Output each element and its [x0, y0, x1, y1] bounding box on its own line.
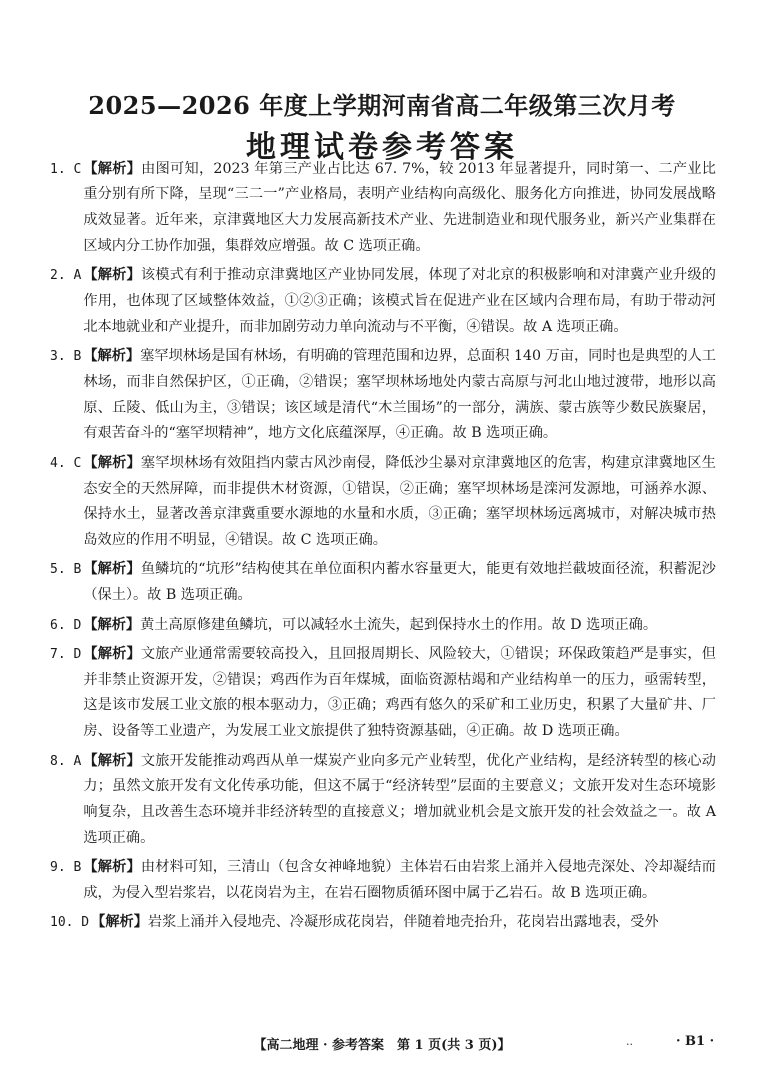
analysis-text: 岩浆上涌并入侵地壳、冷凝形成花岗岩，伴随着地壳抬升，花岗岩出露地表，受外: [147, 914, 659, 931]
analysis-text: 塞罕坝林场是国有林场，有明确的管理范围和边界，总面积 140 万亩，同时也是典型的人工林场，而非自然保护区，①正确，②错误；塞罕坝林场地处内蒙古高原与河北山地过渡带，地形以高原、丘陵、低山为主，③错误；该区域是清代“木兰围场”的一部分，满族、蒙古族等少数民族聚居，有艰苦奋斗的“塞罕坝精神”，地方文化底蕴深厚，④正确。故 B 选项正确。: [83, 348, 716, 442]
answer-item-10: [50, 910, 716, 936]
answer-number: 10. D: [50, 915, 90, 931]
analysis-tag: 【解析】: [83, 348, 141, 365]
answer-number: 1. C: [50, 161, 82, 177]
analysis-text: 塞罕坝林场有效阻挡内蒙古风沙南侵，降低沙尘暴对京津冀地区的危害，构建京津冀地区生态安全的天然屏障，而非提供木材资源，①错误，②正确；塞罕坝林场是滦河发源地，可涵养水源、保持水土，显著改善京津冀重要水源地的水量和水质，③正确；塞罕坝林场远离城市，对解决城市热岛效应的作用不明显，④错误。故 C 选项正确。: [83, 454, 716, 549]
answer-item-4: [50, 451, 716, 554]
answer-item-3: [50, 344, 716, 447]
exam-title: 2025—2026 年度上学期河南省高二年级第三次月考: [88, 91, 676, 120]
answer-number: 7. D: [50, 646, 82, 662]
answer-number: 5. B: [50, 562, 82, 578]
footer-code: · B1 ·: [676, 1034, 715, 1049]
answer-number: 2. A: [50, 268, 82, 284]
answer-number: 8. A: [50, 753, 82, 769]
analysis-text: 文旅产业通常需要较高投入，且回报周期长、风险较大，①错误；环保政策趋严是事实，但并非禁止资源开发，②错误；鸡西作为百年煤城，面临资源枯竭和产业结构单一的压力，亟需转型，这是该市发展工业文旅的根本驱动力，③正确；鸡西有悠久的采矿和工业历史，积累了大量矿井、厂房、设备等工业遗产，为发展工业文旅提供了独特资源基础，④正确。故 D 选项正确。: [83, 645, 716, 740]
answer-item-1: [50, 157, 716, 260]
footer-marks: ..: [626, 1035, 633, 1048]
answer-item-8: [50, 749, 716, 852]
answer-number: 3. B: [50, 349, 82, 365]
analysis-text: 鱼鳞坑的“坑形”结构使其在单位面积内蓄水容量更大，能更有效地拦截坡面径流，积蓄泥沙（保土）。故 B 选项正确。: [83, 561, 716, 604]
analysis-tag: 【解析】: [83, 454, 141, 471]
answer-number: 4. C: [50, 455, 82, 471]
answer-item-9: [50, 855, 716, 907]
answer-number: 6. D: [50, 617, 82, 633]
answer-key-title: 地理试卷参考答案: [246, 130, 518, 165]
analysis-tag: 【解析】: [83, 160, 142, 177]
analysis-tag: 【解析】: [83, 267, 141, 284]
page-footer: [0, 1034, 764, 1058]
analysis-tag: 【解析】: [83, 859, 141, 876]
answer-list: [50, 153, 716, 936]
analysis-text: 由图可知，2023 年第三产业占比达 67. 7%，较 2013 年显著提升，同时第一、二产业比重分别有所下降，呈现“三二一”产业格局，表明产业结构向高级化、服务化方向推进，协同发展战略成效显著。近年来，京津冀地区大力发展高新技术产业、先进制造业和现代服务业，新兴产业集群在区域内分工协作加强，集群效应增强。故 C 选项正确。: [83, 160, 716, 254]
analysis-tag: 【解析】: [83, 752, 141, 769]
answer-item-5: [50, 557, 716, 609]
analysis-text: 文旅开发能推动鸡西从单一煤炭产业向多元产业转型，优化产业结构，是经济转型的核心动力；虽然文旅开发有文化传承功能，但这不属于“经济转型”层面的主要意义；文旅开发对生态环境影响复杂，且改善生态环境并非经济转型的直接意义；增加就业机会是文旅开发的社会效益之一。故 A 选项正确。: [83, 752, 716, 846]
analysis-text: 由材料可知，三清山（包含女神峰地貌）主体岩石由岩浆上涌并入侵地壳深处、冷却凝结而成，为侵入型岩浆岩，以花岗岩为主，在岩石圈物质循环图中属于乙岩石。故 B 选项正确。: [83, 859, 716, 902]
analysis-text: 该模式有利于推动京津冀地区产业协同发展，体现了对北京的积极影响和对津冀产业升级的作用，也体现了区域整体效益，①②③正确；该模式旨在促进产业在区域内合理布局，有助于带动河北本地就业和产业提升，而非加剧劳动力单向流动与不平衡，④错误。故 A 选项正确。: [83, 267, 716, 335]
analysis-tag: 【解析】: [83, 645, 141, 662]
footer-page-info: 【高二地理 · 参考答案 第 1 页(共 3 页)】: [253, 1038, 511, 1053]
analysis-tag: 【解析】: [83, 561, 141, 578]
analysis-tag: 【解析】: [91, 914, 148, 931]
answer-item-2: [50, 263, 716, 340]
analysis-tag: 【解析】: [83, 616, 141, 633]
analysis-text: 黄土高原修建鱼鳞坑，可以减轻水土流失，起到保持水土的作用。故 D 选项正确。: [140, 616, 658, 633]
answer-item-7: [50, 642, 716, 745]
answer-number: 9. B: [50, 860, 82, 876]
answer-item-6: [50, 613, 716, 639]
